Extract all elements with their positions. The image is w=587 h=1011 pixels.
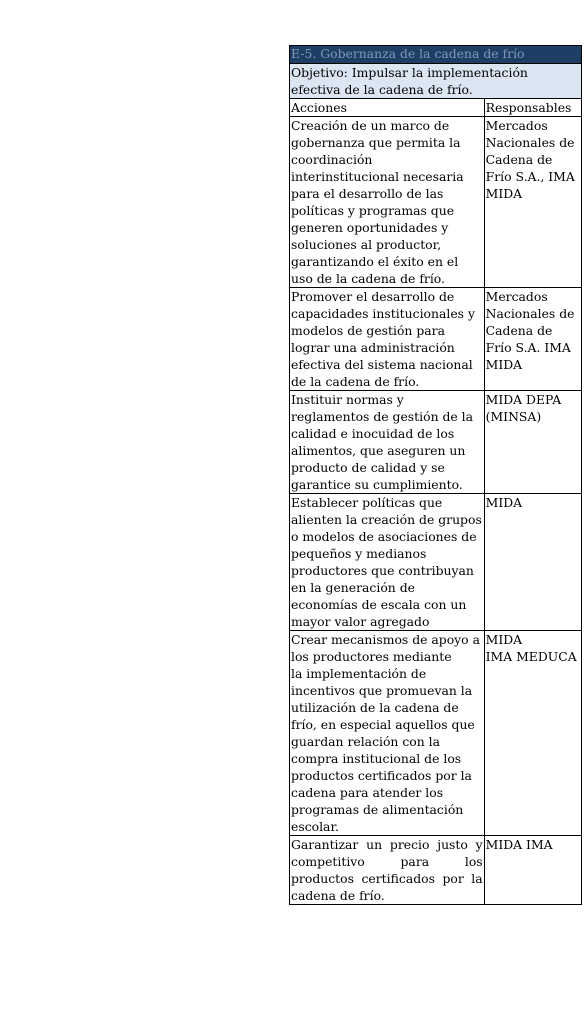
- table-row: [290, 391, 582, 494]
- responsible-cell: Mercados Nacionales de Cadena de Frío S.A. IMA MIDA: [484, 288, 581, 391]
- header-actions: Acciones: [290, 99, 485, 117]
- action-cell: Garantizar un precio justo y competitivo para los productos certificados por la cadena de frío.: [291, 837, 483, 903]
- objective-row: [290, 64, 582, 99]
- responsible-cell: Mercados Nacionales de Cadena de Frío S.A., IMA MIDA: [484, 117, 581, 288]
- table-row: [290, 117, 582, 288]
- table-title-row: [290, 46, 582, 64]
- governance-table: [289, 45, 582, 905]
- header-row: [290, 99, 582, 117]
- action-cell: Promover el desarrollo de capacidades institucionales y modelos de gestión para lograr una administración efectiva del sistema nacional de la cadena de frío.: [290, 288, 485, 391]
- table-row: [290, 494, 582, 631]
- table-row: [290, 631, 582, 836]
- objective-text: Objetivo: Impulsar la implementación efectiva de la cadena de frío.: [290, 64, 582, 99]
- responsible-cell: MIDA IMA: [484, 836, 581, 905]
- action-cell: Crear mecanismos de apoyo a los productores mediante la implementación de incentivos que promuevan la utilización de la cadena de frío, en especial aquellos que guardan relación con la compra institucional de los productos certificados por la cadena para atender los programas de alimentación escolar.: [290, 631, 485, 836]
- table-row: [290, 836, 582, 905]
- action-cell: Establecer políticas que alienten la creación de grupos o modelos de asociaciones de pequeños y medianos productores que contribuyan en la generación de economías de escala con un mayor valor agregado: [290, 494, 485, 631]
- header-responsibles: Responsables: [484, 99, 581, 117]
- action-cell: Creación de un marco de gobernanza que permita la coordinación interinstitucional necesaria para el desarrollo de las políticas y programas que generen oportunidades y soluciones al productor, garantizando el éxito en el uso de la cadena de frío.: [290, 117, 485, 288]
- responsible-cell: MIDA DEPA (MINSA): [484, 391, 581, 494]
- responsible-cell: MIDA IMA MEDUCA: [484, 631, 581, 836]
- table-row: [290, 288, 582, 391]
- responsible-cell: MIDA: [484, 494, 581, 631]
- table-title: E-5. Gobernanza de la cadena de frío: [290, 46, 582, 64]
- action-cell: Instituir normas y reglamentos de gestión de la calidad e inocuidad de los alimentos, que aseguren un producto de calidad y se garantice su cumplimiento.: [290, 391, 485, 494]
